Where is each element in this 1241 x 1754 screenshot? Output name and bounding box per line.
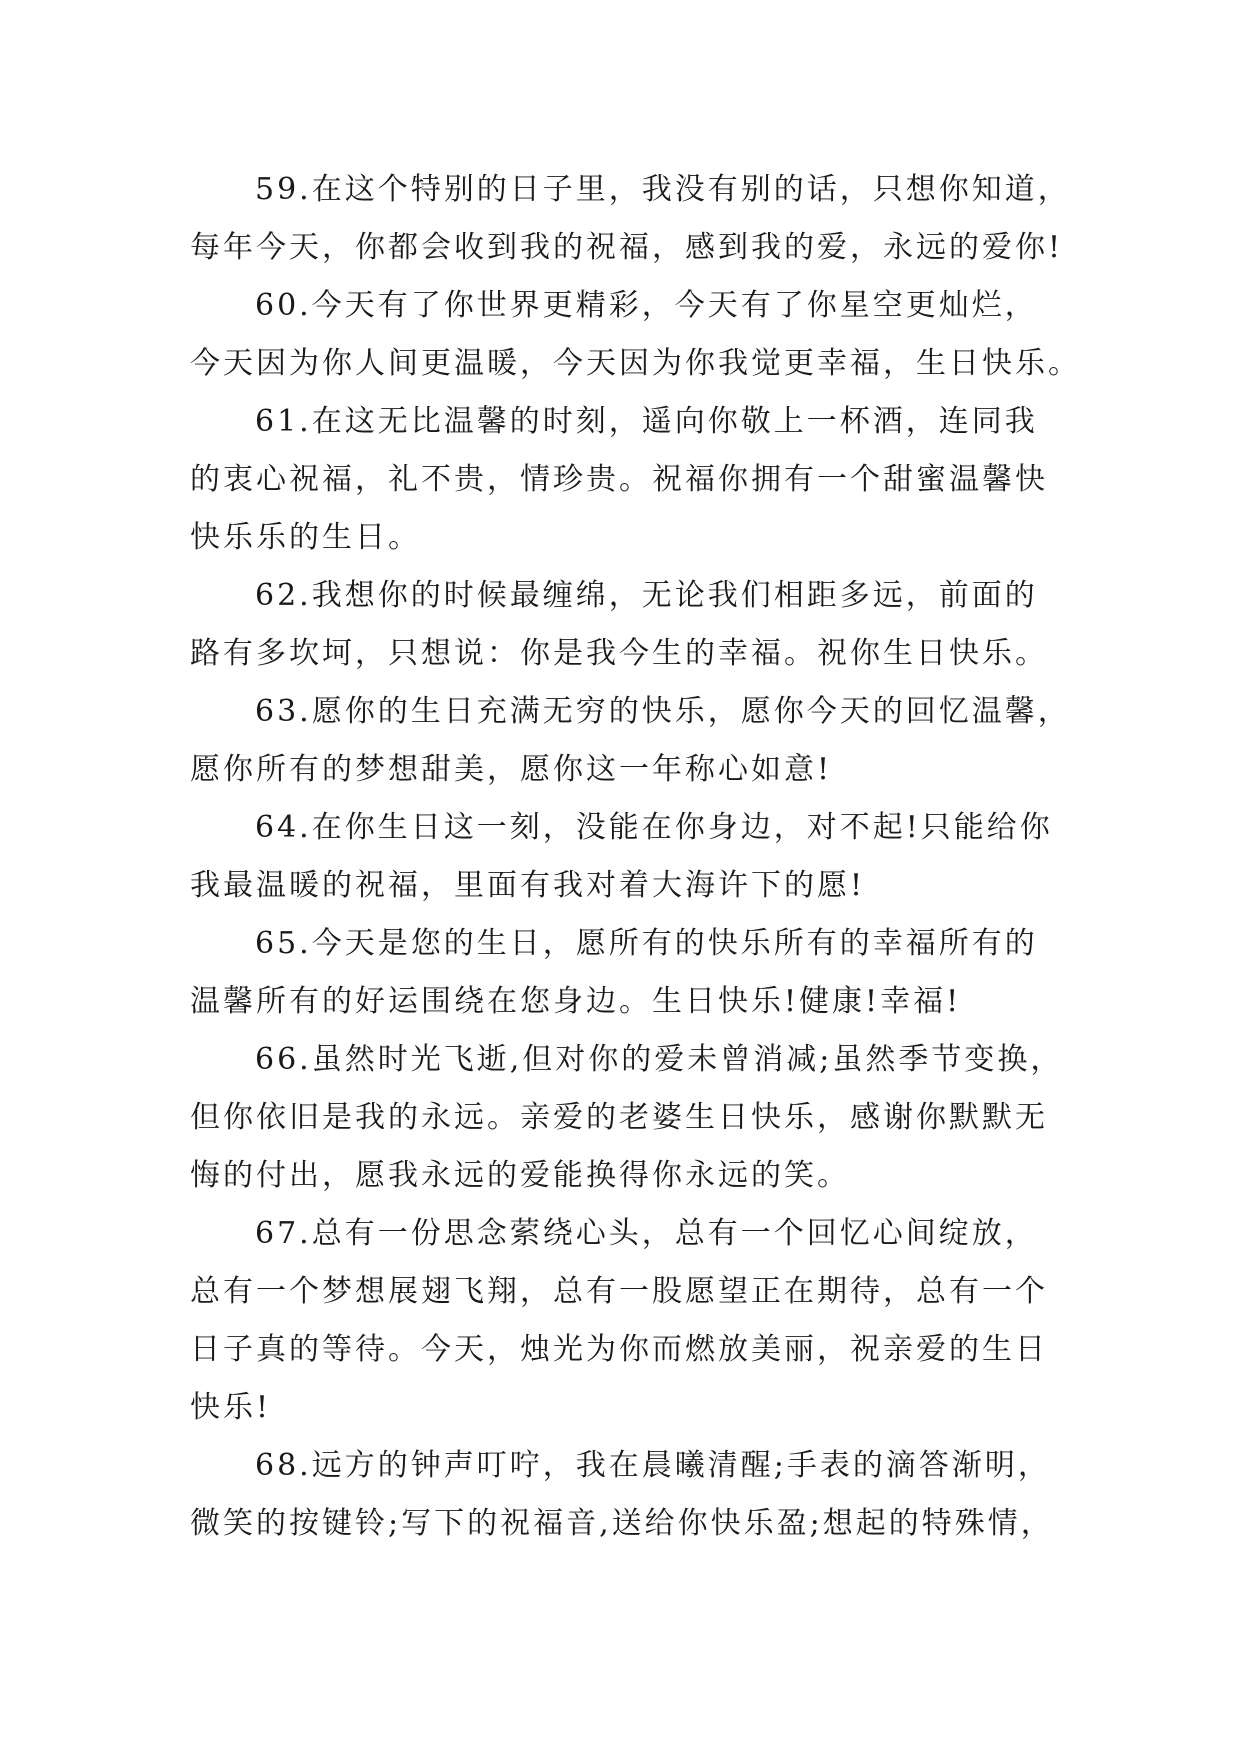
- paragraph-61-line-2: 的衷心祝福，礼不贵，情珍贵。祝福你拥有一个甜蜜温馨快: [190, 462, 1048, 497]
- paragraph-65-line-1: 65.今天是您的生日，愿所有的快乐所有的幸福所有的: [255, 926, 1038, 961]
- paragraph-66-line-3: 悔的付出，愿我永远的爱能换得你永远的笑。: [190, 1158, 850, 1193]
- paragraph-64-line-1: 64.在你生日这一刻，没能在你身边，对不起!只能给你: [255, 810, 1053, 845]
- paragraph-64-line-2: 我最温暖的祝福，里面有我对着大海许下的愿!: [190, 868, 866, 903]
- paragraph-67-line-3: 日子真的等待。今天，烛光为你而燃放美丽，祝亲爱的生日: [190, 1332, 1048, 1367]
- paragraph-66-line-1: 66.虽然时光飞逝,但对你的爱未曾消减;虽然季节变换，: [255, 1042, 1064, 1077]
- paragraph-67-line-2: 总有一个梦想展翅飞翔，总有一股愿望正在期待，总有一个: [190, 1274, 1048, 1309]
- paragraph-60-line-1: 60.今天有了你世界更精彩，今天有了你星空更灿烂，: [255, 288, 1038, 323]
- paragraph-61-line-3: 快乐乐的生日。: [190, 520, 421, 555]
- paragraph-62-line-1: 62.我想你的时候最缠绵，无论我们相距多远，前面的: [255, 578, 1038, 613]
- paragraph-60-line-2: 今天因为你人间更温暖，今天因为你我觉更幸福，生日快乐。: [190, 346, 1081, 381]
- paragraph-61-line-1: 61.在这无比温馨的时刻，遥向你敬上一杯酒，连同我: [255, 404, 1038, 439]
- paragraph-67-line-1: 67.总有一份思念萦绕心头，总有一个回忆心间绽放，: [255, 1216, 1038, 1251]
- paragraph-68-line-1: 68.远方的钟声叮咛，我在晨曦清醒;手表的滴答渐明，: [255, 1448, 1051, 1483]
- paragraph-59-line-1: 59.在这个特别的日子里，我没有别的话，只想你知道，: [255, 172, 1071, 207]
- paragraph-66-line-2: 但你依旧是我的永远。亲爱的老婆生日快乐，感谢你默默无: [190, 1100, 1048, 1135]
- paragraph-68-line-2: 微笑的按键铃;写下的祝福音,送给你快乐盈;想起的特殊情，: [190, 1506, 1054, 1541]
- paragraph-63-line-1: 63.愿你的生日充满无穷的快乐，愿你今天的回忆温馨，: [255, 694, 1071, 729]
- paragraph-62-line-2: 路有多坎坷，只想说：你是我今生的幸福。祝你生日快乐。: [190, 636, 1048, 671]
- paragraph-59-line-2: 每年今天，你都会收到我的祝福，感到我的爱，永远的爱你!: [190, 230, 1064, 265]
- paragraph-63-line-2: 愿你所有的梦想甜美，愿你这一年称心如意!: [190, 752, 833, 787]
- paragraph-65-line-2: 温馨所有的好运围绕在您身边。生日快乐!健康!幸福!: [190, 984, 962, 1019]
- paragraph-67-line-4: 快乐!: [190, 1390, 272, 1425]
